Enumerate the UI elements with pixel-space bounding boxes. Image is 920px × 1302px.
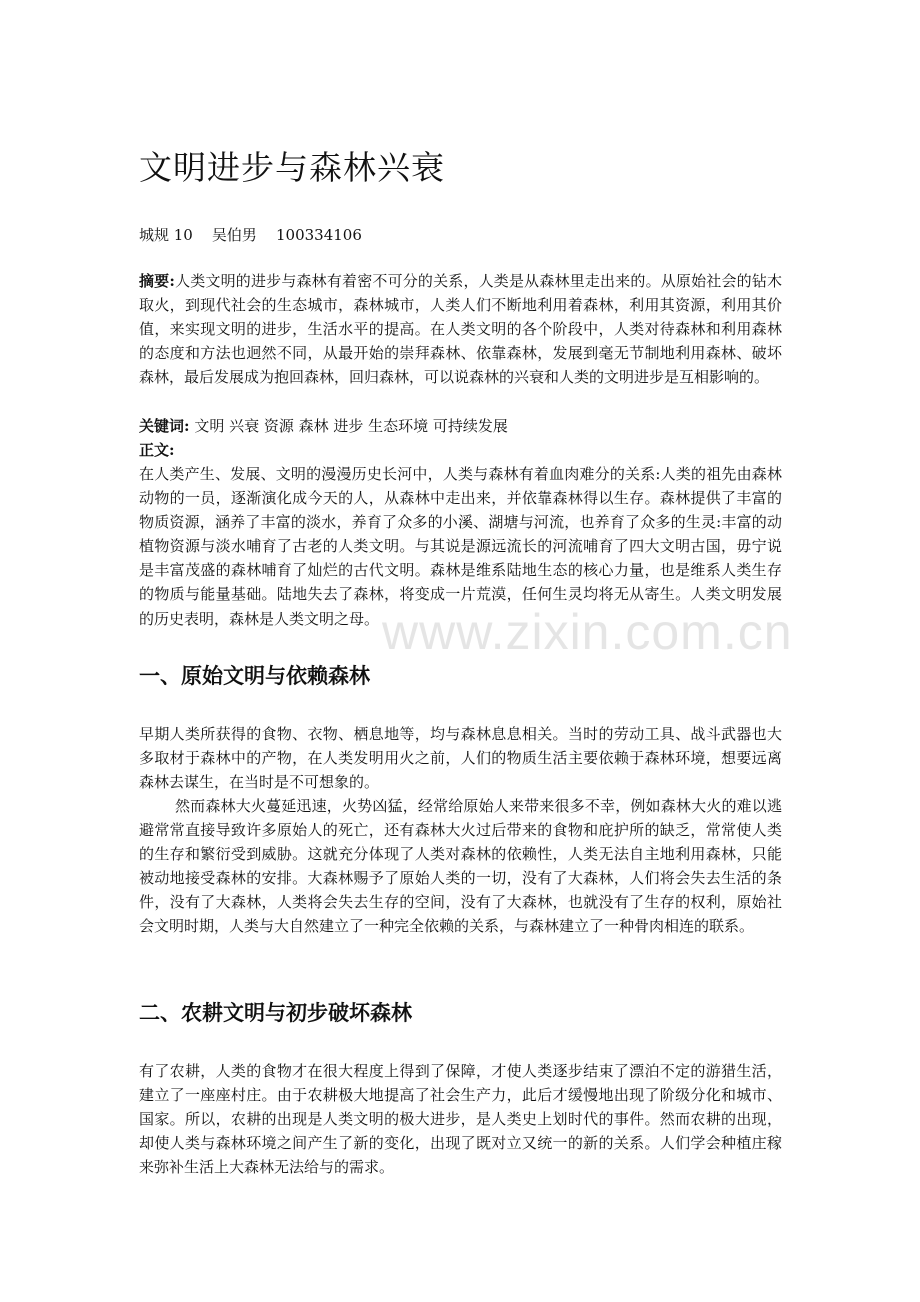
keywords-line xyxy=(139,414,782,438)
intro-paragraph: 在人类产生、发展、文明的漫漫历史长河中，人类与森林有着血肉难分的关系:人类的祖先由森林动物的一员，逐渐演化成今天的人，从森林中走出来，并依靠森林得以生存。森林提供了丰富的物质资源，涵养了丰富的淡水，养育了众多的小溪、湖塘与河流，也养育了众多的生灵:丰富的动植物资源与淡水哺育了古老的人类文明。与其说是源远流长的河流哺育了四大文明古国，毋宁说是丰富茂盛的森林哺育了灿烂的古代文明。森林是维系陆地生态的核心力量，也是维系人类生存的物质与能量基础。陆地失去了森林，将变成一片荒漠，任何生灵均将无从寄生。人类文明发展的历史表明，森林是人类文明之母。 xyxy=(139,465,782,628)
abstract-label: 摘要: xyxy=(139,272,175,290)
keywords-text: 文明 兴衰 资源 森林 进步 生态环境 可持续发展 xyxy=(189,417,508,435)
body-label: 正文: xyxy=(139,441,175,459)
body-label-line xyxy=(139,438,782,462)
section-1-heading: 一、原始文明与依赖森林 xyxy=(139,664,370,688)
watermark-text: www.zixin.com.cn xyxy=(382,604,793,660)
section-2-paragraph-1: 有了农耕，人类的食物才在很大程度上得到了保障，才使人类逐步结束了漂泊不定的游猎生活，建立了一座座村庄。由于农耕极大地提高了社会生产力，此后才缓慢地出现了阶级分化和城市、国家。所以，农耕的出现是人类文明的极大进步，是人类史上划时代的事件。然而农耕的出现，却使人类与森林环境之间产生了新的变化，出现了既对立又统一的新的关系。人们学会种植庄稼来弥补生活上大森林无法给与的需求。 xyxy=(139,1062,782,1177)
abstract-paragraph xyxy=(139,269,782,389)
author-line: 城规 10 吴伯男 100334106 xyxy=(139,226,362,244)
page-title: 文明进步与森林兴衰 xyxy=(139,148,445,187)
section-1-paragraph-2: 然而森林大火蔓延迅速，火势凶猛，经常给原始人来带来很多不幸，例如森林大火的难以逃避常常直接导致许多原始人的死亡，还有森林大火过后带来的食物和庇护所的缺乏，常常使人类的生存和繁衍受到威胁。这就充分体现了人类对森林的依赖性，人类无法自主地利用森林，只能被动地接受森林的安排。大森林赐予了原始人类的一切，没有了大森林，人们将会失去生活的条件，没有了大森林，人类将会失去生存的空间，没有了大森林，也就没有了生存的权利，原始社会文明时期，人类与大自然建立了一种完全依赖的关系，与森林建立了一种骨肉相连的联系。 xyxy=(139,797,782,936)
section-2-heading: 二、农耕文明与初步破坏森林 xyxy=(139,1001,412,1025)
abstract-text: 人类文明的进步与森林有着密不可分的关系，人类是从森林里走出来的。从原始社会的钻木取火，到现代社会的生态城市，森林城市，人类人们不断地利用着森林，利用其资源，利用其价值，来实现文明的进步，生活水平的提高。在人类文明的各个阶段中，人类对待森林和利用森林的态度和方法也迥然不同，从最开始的崇拜森林、依靠森林，发展到毫无节制地利用森林、破坏森林，最后发展成为抱回森林，回归森林，可以说森林的兴衰和人类的文明进步是互相影响的。 xyxy=(139,272,782,387)
section-1-paragraph-1: 早期人类所获得的食物、衣物、栖息地等，均与森林息息相关。当时的劳动工具、战斗武器也大多取材于森林中的产物，在人类发明用火之前，人们的物质生活主要依赖于森林环境，想要远离森林去谋生，在当时是不可想象的。 xyxy=(139,725,782,792)
keywords-label: 关键词: xyxy=(139,417,190,435)
